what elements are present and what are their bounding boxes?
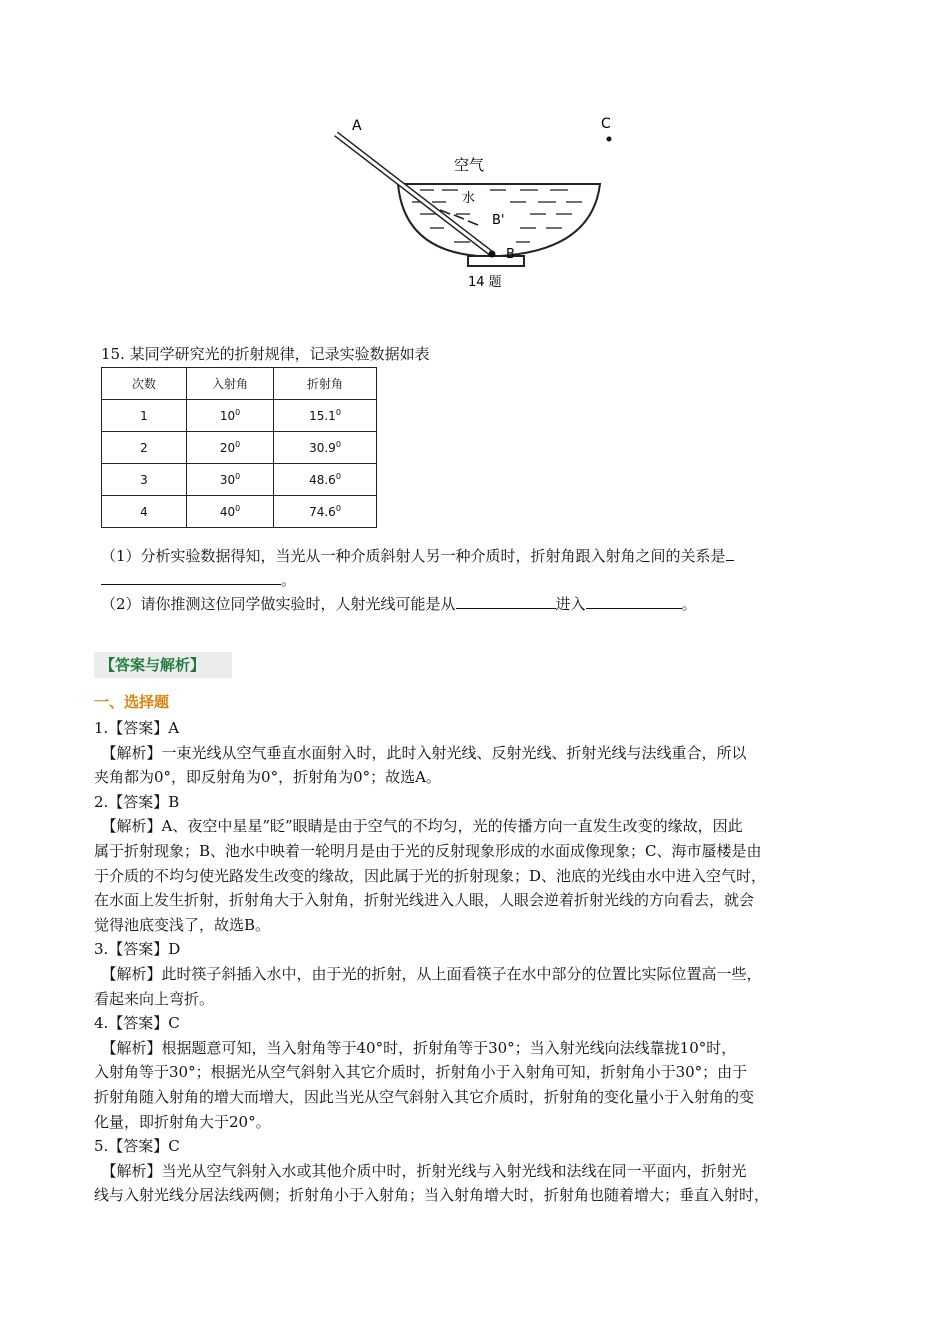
answer-line: 3.【答案】D xyxy=(94,940,181,959)
table-row xyxy=(102,400,377,432)
explanation-line: 于介质的不均匀使光路发生改变的缘故，因此属于光的折射现象；D、池底的光线由水中进入空气时， xyxy=(94,866,767,885)
header-count: 次数 xyxy=(102,368,187,400)
explanation-line: 入射角等于30°；根据光从空气斜射入其它介质时，折射角小于入射角可知，折射角小于30°；由于 xyxy=(94,1063,748,1082)
cell-refracted: 30.9$^0$ xyxy=(274,432,377,464)
label-b-prime: B' xyxy=(492,213,505,228)
explanation-line: 【解析】A、夜空中星星”眨”眼睛是由于空气的不均匀，光的传播方向一直发生改变的缘故，因此 xyxy=(94,817,743,836)
answer-blank[interactable] xyxy=(101,570,281,585)
explanation-line: 看起来向上弯折。 xyxy=(94,989,215,1008)
answer-line: 1.【答案】A xyxy=(94,719,180,737)
table-row xyxy=(102,432,377,464)
explanation-line: 线与入射光线分居法线两侧；折射角小于入射角；当入射角增大时，折射角也随着增大；垂直入射时， xyxy=(94,1186,770,1205)
cell-count: 2 xyxy=(102,432,187,464)
cell-incident: $30^0$ xyxy=(187,464,274,496)
cell-refracted: 74.6$^0$ xyxy=(274,496,377,528)
q15-part1-answer: 。 xyxy=(101,569,296,591)
data-table xyxy=(101,367,377,528)
refraction-figure xyxy=(320,110,640,295)
explanation-line: 觉得池底变浅了，故选B。 xyxy=(94,915,271,934)
label-c: C xyxy=(601,116,611,132)
explanation-line: 【解析】一束光线从空气垂直水面射入时，此时入射光线、反射光线、折射光线与法线重合，所以 xyxy=(94,743,747,762)
cell-count: 1 xyxy=(102,400,187,432)
answer-blank[interactable] xyxy=(456,594,556,609)
answer-blank[interactable] xyxy=(586,594,682,609)
cell-refracted: 15.1$^0$ xyxy=(274,400,377,432)
explanation-line: 【解析】此时筷子斜插入水中，由于光的折射，从上面看筷子在水中部分的位置比实际位置高一些， xyxy=(94,965,762,983)
point-c xyxy=(607,137,612,142)
answer-line: 4.【答案】C xyxy=(94,1014,180,1033)
header-refracted: 折射角 xyxy=(274,368,377,400)
label-b: B xyxy=(506,247,515,262)
cell-incident: $20^0$ xyxy=(187,432,274,464)
cell-incident: $40^0$ xyxy=(187,496,274,528)
q15-part1: （1）分析实验数据得知，当光从一种介质斜射人另一种介质时，折射角跟入射角之间的关系是 xyxy=(101,545,734,567)
cell-refracted: 48.6$^0$ xyxy=(274,464,377,496)
subsection-title: 一、选择题 xyxy=(94,693,170,711)
explanation-line: 化量，即折射角大于20°。 xyxy=(94,1112,271,1131)
table-header-row xyxy=(102,368,377,400)
explanation-line: 夹角都为0°，即反射角为0°，折射角为0°；故选A。 xyxy=(94,768,441,787)
explanation-line: 【解析】根据题意可知，当入射角等于40°时，折射角等于30°；当入射光线向法线靠拢10°时， xyxy=(94,1038,737,1057)
explanation-line: 在水面上发生折射，折射角大于入射角，折射光线进入人眼，人眼会逆着折射光线的方向看去，就会 xyxy=(94,891,755,910)
q15-part2: （2）请你推测这位同学做实验时，人射光线可能是从 进入 。 xyxy=(101,595,697,613)
label-water: 水 xyxy=(462,191,476,206)
point-b xyxy=(489,251,496,258)
label-air: 空气 xyxy=(454,156,485,174)
section-title: 【答案与解析】 xyxy=(94,652,232,678)
figure-caption: 14 题 xyxy=(468,275,502,290)
cell-count: 4 xyxy=(102,496,187,528)
explanation-line: 【解析】当光从空气斜射入水或其他介质中时，折射光线与入射光线和法线在同一平面内，折射光 xyxy=(94,1161,747,1180)
answer-line: 2.【答案】B xyxy=(94,792,180,811)
cell-count: 3 xyxy=(102,464,187,496)
label-a: A xyxy=(352,118,362,134)
cell-incident: $10^0$ xyxy=(187,400,274,432)
header-incident: 入射角 xyxy=(187,368,274,400)
q15-stem: 15. 某同学研究光的折射规律，记录实验数据如表 xyxy=(101,345,430,363)
table-row xyxy=(102,496,377,528)
table-row xyxy=(102,464,377,496)
explanation-line: 属于折射现象；B、池水中映着一轮明月是由于光的反射现象形成的水面成像现象；C、海市蜃楼是由 xyxy=(94,842,762,860)
explanation-line: 折射角随入射角的增大而增大，因此当光从空气斜射入其它介质时，折射角的变化量小于入射角的变 xyxy=(94,1088,755,1106)
bowl-base xyxy=(468,256,524,266)
answer-line: 5.【答案】C xyxy=(94,1137,180,1156)
